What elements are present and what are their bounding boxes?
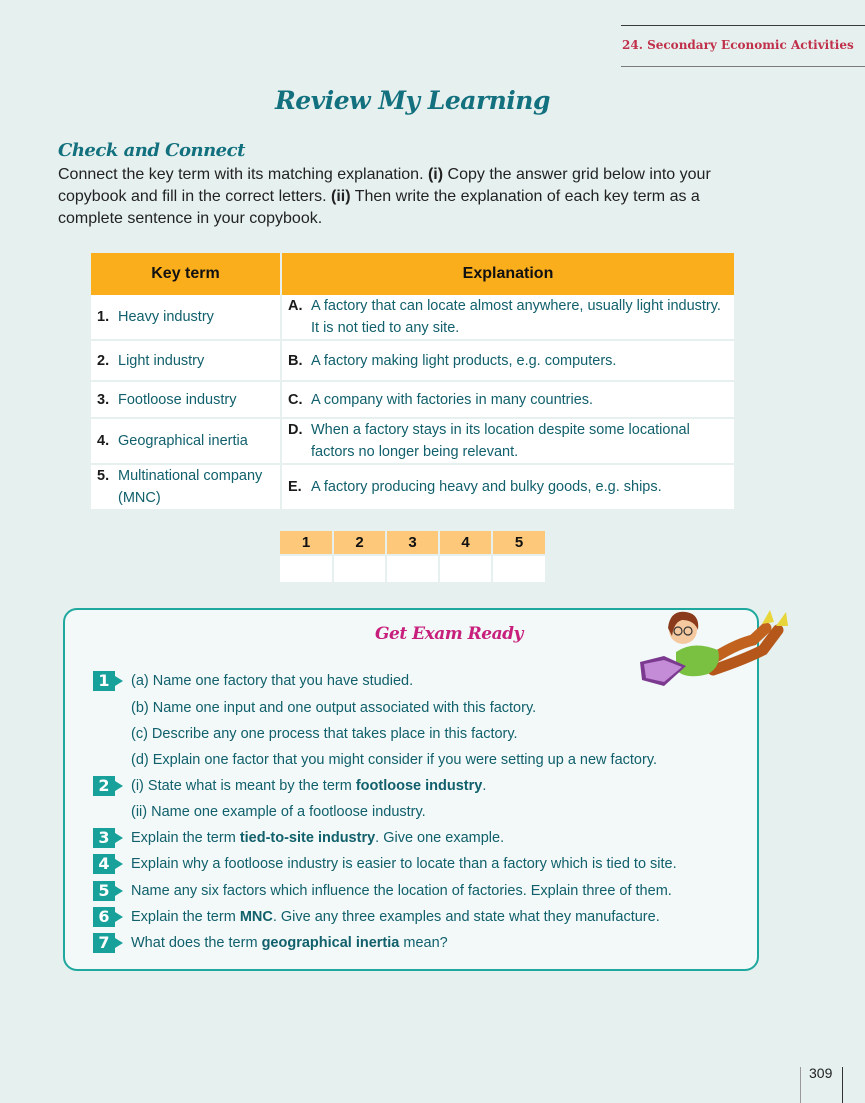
footer-rule-right xyxy=(842,1067,843,1103)
match-table xyxy=(91,253,734,511)
key-term: Light industry xyxy=(118,352,205,369)
answer-cell xyxy=(386,555,439,582)
running-header xyxy=(622,38,854,52)
question-number-badge: 3 xyxy=(93,828,115,848)
question-text: Explain the term MNC. Give any three examples and state what they manufacture. xyxy=(131,909,660,925)
chapter-number: 24. xyxy=(622,38,643,52)
question-text: Explain why a footloose industry is easier to locate than a factory which is tied to site. xyxy=(131,856,677,872)
explanation-letter: B. xyxy=(288,352,303,369)
question-text: (b) Name one input and one output associated with this factory. xyxy=(131,700,537,716)
answer-grid-header: 5 xyxy=(492,531,545,555)
answer-grid xyxy=(280,531,545,582)
answer-cell xyxy=(333,555,386,582)
question-number-badge: 4 xyxy=(93,854,115,874)
table-row xyxy=(91,381,734,418)
explanation-text: A factory making light products, e.g. computers. xyxy=(311,352,617,369)
question-number-badge: 2 xyxy=(93,776,115,796)
explanation-text: A company with factories in many countries. xyxy=(311,391,594,408)
term-number: 2. xyxy=(97,352,110,369)
intro-text-1: Connect the key term with its matching explanation. xyxy=(58,166,428,183)
key-term: Geographical inertia xyxy=(118,433,248,449)
question-text: (a) Name one factory that you have studied. xyxy=(131,673,414,689)
explanation-text: When a factory stays in its location despite some locational factors no longer being relevant. xyxy=(311,422,690,460)
section-title: Check and Connect xyxy=(58,140,245,161)
table-row xyxy=(91,340,734,381)
explanation-text: A factory that can locate almost anywhere, usually light industry. It is not tied to any site. xyxy=(311,298,721,336)
answer-cell xyxy=(439,555,492,582)
question-text: (ii) Name one example of a footloose industry. xyxy=(131,804,426,820)
question-text: What does the term geographical inertia mean? xyxy=(131,935,448,951)
question-text: Explain the term tied-to-site industry. Give one example. xyxy=(131,830,505,846)
explanation-letter: E. xyxy=(288,479,302,495)
answer-grid-header: 3 xyxy=(386,531,439,555)
exam-ready-title: Get Exam Ready xyxy=(375,624,523,644)
question-text: Name any six factors which influence the location of factories. Explain three of them. xyxy=(131,883,672,899)
answer-cell xyxy=(280,555,333,582)
question-text: (c) Describe any one process that takes place in this factory. xyxy=(131,726,518,742)
header-explanation: Explanation xyxy=(281,253,734,295)
question-text: (d) Explain one factor that you might consider if you were setting up a new factory. xyxy=(131,752,658,768)
intro-paragraph xyxy=(58,164,758,230)
intro-marker-i: (i) xyxy=(427,166,444,183)
key-term: Footloose industry xyxy=(118,391,237,408)
term-number: 4. xyxy=(97,433,110,449)
explanation-text: A factory producing heavy and bulky goods, e.g. ships. xyxy=(311,479,662,495)
question-number-badge: 1 xyxy=(93,671,115,691)
term-number: 5. xyxy=(97,468,110,484)
question-number-badge: 7 xyxy=(93,933,115,953)
answer-cell xyxy=(492,555,545,582)
answer-grid-header: 2 xyxy=(333,531,386,555)
header-rule-bottom xyxy=(621,66,865,67)
intro-text-3: Then write the explanation of each key term as a complete sentence in your copybook. xyxy=(58,188,700,227)
answer-grid-header: 4 xyxy=(439,531,492,555)
table-row xyxy=(91,418,734,464)
explanation-letter: A. xyxy=(288,298,303,314)
question-number-badge: 6 xyxy=(93,907,115,927)
reading-girl-illustration xyxy=(638,600,793,690)
explanation-letter: C. xyxy=(288,391,303,408)
intro-marker-ii: (ii) xyxy=(331,188,351,205)
chapter-title: Secondary Economic Activities xyxy=(647,38,854,52)
question-number-badge: 5 xyxy=(93,881,115,901)
answer-grid-header: 1 xyxy=(280,531,333,555)
footer-rule-left xyxy=(800,1067,801,1103)
table-row xyxy=(91,464,734,510)
header-rule-top xyxy=(621,25,865,26)
table-row xyxy=(91,295,734,340)
term-number: 3. xyxy=(97,391,110,408)
explanation-letter: D. xyxy=(288,422,303,438)
term-number: 1. xyxy=(97,309,110,325)
page-title: Review My Learning xyxy=(275,86,550,115)
question-text: (i) State what is meant by the term footloose industry. xyxy=(131,778,487,794)
key-term: Heavy industry xyxy=(118,309,214,325)
key-term: Multinational company (MNC) xyxy=(118,468,263,506)
intro-text-2: Copy the answer grid below into your copybook and fill in the correct letters. xyxy=(58,166,711,205)
header-key-term: Key term xyxy=(91,253,281,295)
page-number: 309 xyxy=(809,1065,833,1081)
